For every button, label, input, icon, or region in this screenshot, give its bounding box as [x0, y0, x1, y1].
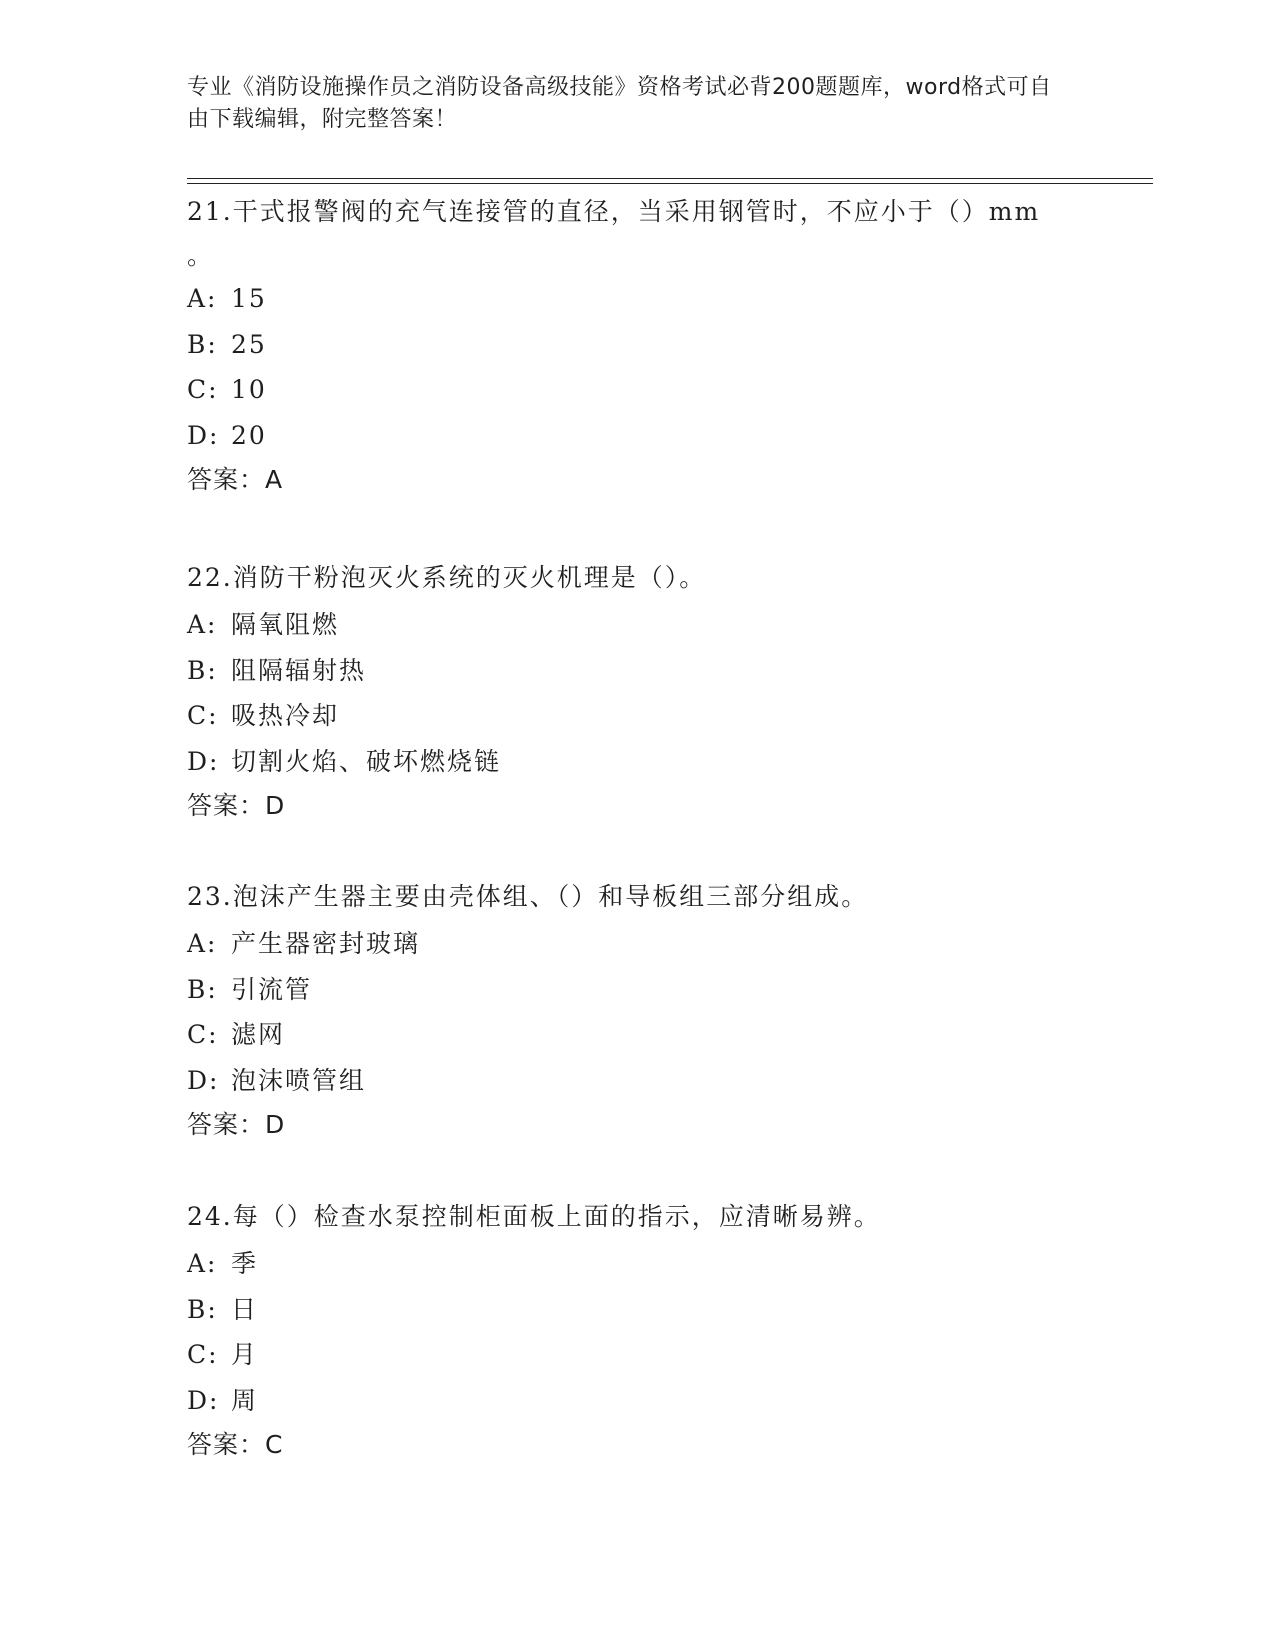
- document-header: 专业《消防设施操作员之消防设备高级技能》资格考试必背200题题库，word格式可自由下载编辑，附完整答案！: [187, 75, 1052, 132]
- option-key: D:: [187, 420, 220, 450]
- answer-line: 答案：C: [187, 1430, 284, 1459]
- question-22: [187, 554, 1087, 828]
- option-d: [187, 413, 1087, 459]
- header-divider-top: [187, 178, 1153, 179]
- option-text: 日: [231, 1294, 259, 1324]
- option-a: [187, 1241, 1087, 1287]
- option-key: A:: [187, 610, 218, 639]
- option-key: B:: [187, 329, 218, 359]
- option-text: 10: [231, 375, 267, 404]
- header-divider-bottom: [187, 183, 1153, 184]
- option-text: 25: [231, 329, 267, 359]
- option-key: C:: [187, 375, 219, 404]
- option-text: 吸热冷却: [231, 701, 340, 730]
- option-key: B:: [187, 655, 218, 685]
- option-c: [187, 693, 1087, 739]
- option-key: D:: [187, 1385, 220, 1415]
- option-key: A:: [187, 284, 218, 313]
- option-a: [187, 276, 1087, 322]
- question-24: [187, 1193, 1087, 1467]
- option-d: [187, 1058, 1087, 1104]
- option-a: [187, 602, 1087, 648]
- option-text: 引流管: [231, 974, 313, 1004]
- option-text: 周: [231, 1385, 259, 1415]
- option-text: 泡沫喷管组: [231, 1065, 367, 1095]
- option-d: [187, 1378, 1087, 1424]
- option-text: 产生器密封玻璃: [231, 929, 421, 958]
- option-key: A:: [187, 929, 218, 958]
- option-text: 20: [231, 420, 267, 450]
- option-b: [187, 1287, 1087, 1333]
- option-b: [187, 967, 1087, 1013]
- option-d: [187, 739, 1087, 785]
- option-key: A:: [187, 1249, 218, 1278]
- option-key: D:: [187, 1065, 220, 1095]
- option-b: [187, 322, 1087, 368]
- question-stem-continuation: 。: [187, 241, 215, 270]
- question-stem: 22.消防干粉泡灭火系统的灭火机理是（）。: [187, 563, 707, 592]
- answer-line: 答案：A: [187, 465, 284, 494]
- option-c: [187, 367, 1087, 413]
- option-c: [187, 1012, 1087, 1058]
- option-c: [187, 1332, 1087, 1378]
- question-stem: 21.干式报警阀的充气连接管的直径，当采用钢管时，不应小于（）mm: [187, 197, 1041, 226]
- option-a: [187, 921, 1087, 967]
- option-text: 切割火焰、破坏燃烧链: [231, 746, 502, 776]
- option-text: 季: [231, 1249, 259, 1278]
- option-key: D:: [187, 746, 220, 776]
- option-text: 隔氧阻燃: [231, 610, 340, 639]
- question-stem: 24.每（）检查水泵控制柜面板上面的指示，应清晰易辨。: [187, 1202, 881, 1231]
- option-key: C:: [187, 701, 219, 730]
- option-text: 月: [231, 1340, 259, 1369]
- question-stem: 23.泡沫产生器主要由壳体组、（）和导板组三部分组成。: [187, 882, 869, 911]
- option-text: 滤网: [231, 1020, 286, 1049]
- option-key: C:: [187, 1020, 219, 1049]
- option-key: B:: [187, 1294, 218, 1324]
- option-text: 阻隔辐射热: [231, 655, 367, 685]
- question-21: [187, 188, 1087, 502]
- option-b: [187, 648, 1087, 694]
- answer-line: 答案：D: [187, 791, 286, 820]
- option-key: C:: [187, 1340, 219, 1369]
- option-key: B:: [187, 974, 218, 1004]
- answer-line: 答案：D: [187, 1110, 286, 1139]
- option-text: 15: [231, 284, 267, 313]
- question-23: [187, 873, 1087, 1147]
